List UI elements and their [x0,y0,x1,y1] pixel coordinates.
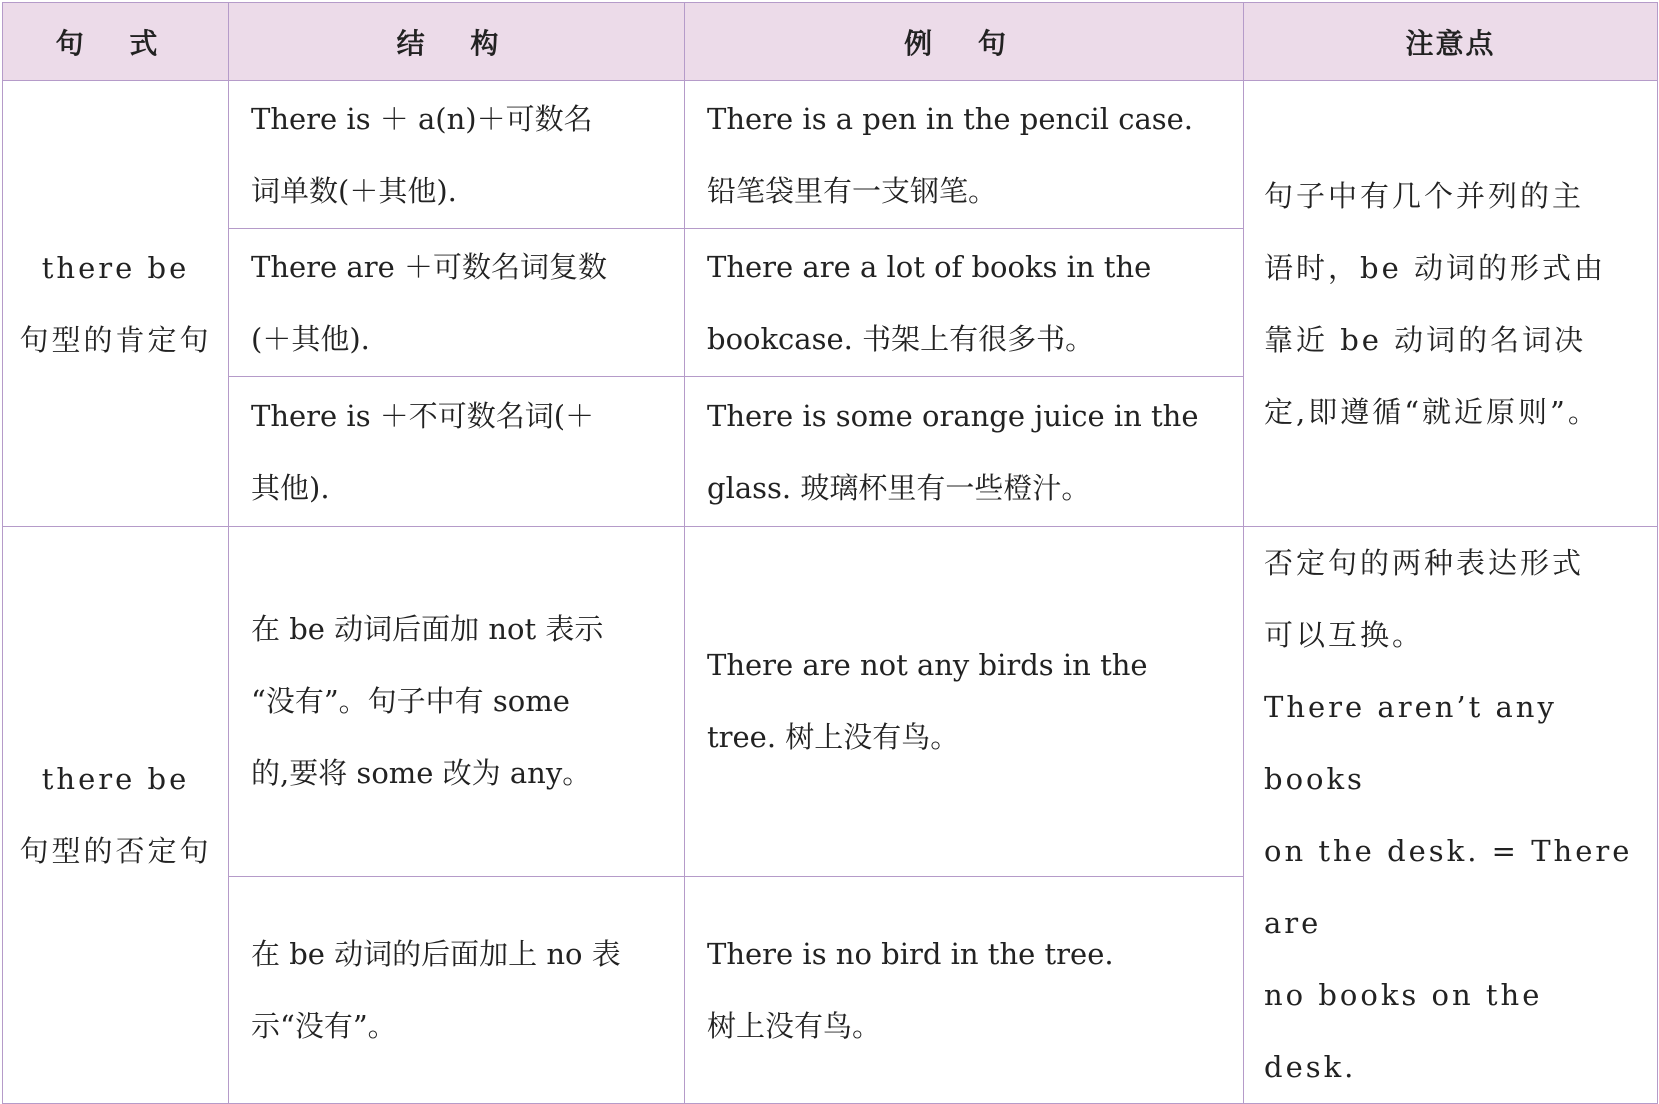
example-cell [685,527,1244,877]
example-line: 铅笔袋里有一支钢笔。 [707,173,998,208]
there-be-grammar-table [2,2,1658,1104]
table-row [3,527,1658,877]
example-line: There are a lot of books in the [707,249,1152,284]
structure-line: 的,要将 some 改为 any。 [251,756,592,791]
example-line: bookcase. 书架上有很多书。 [707,321,1095,356]
example-line: There is some orange juice in the [707,398,1199,433]
structure-line: There is ＋不可数名词(＋ [251,398,595,433]
structure-cell [229,81,685,229]
structure-line: 词单数(＋其他). [251,173,457,208]
negative-pattern-line2: 句型的否定句 [19,834,212,868]
header-notes: 注意点 [1244,3,1658,81]
structure-cell [229,229,685,377]
affirmative-pattern-cell [3,81,229,527]
structure-line: “没有”。句子中有 some [251,684,570,719]
note-line: on the desk. = There are [1264,834,1633,940]
structure-line: (＋其他). [251,321,370,356]
example-line: tree. 树上没有鸟。 [707,720,960,755]
example-cell [685,81,1244,229]
structure-cell [229,527,685,877]
negative-pattern-cell [3,527,229,1104]
structure-line: 在 be 动词后面加 not 表示 [251,612,604,647]
affirmative-note-cell [1244,81,1658,527]
affirmative-pattern-line1: there be [41,250,190,285]
example-cell [685,377,1244,527]
example-line: There is no bird in the tree. [707,936,1114,971]
structure-cell [229,377,685,527]
header-structure: 结 构 [229,3,685,81]
note-line: 可以互换。 [1264,618,1425,652]
example-line: There is a pen in the pencil case. [707,101,1194,136]
example-cell [685,876,1244,1103]
structure-cell [229,876,685,1103]
structure-line: 示“没有”。 [251,1008,397,1043]
header-sentence-pattern: 句 式 [3,3,229,81]
note-line: no books on the desk. [1264,978,1543,1084]
note-line: 语时，be 动词的形式由 [1264,250,1606,285]
structure-line: 在 be 动词的后面加上 no 表 [251,936,621,971]
note-line: 句子中有几个并列的主 [1264,178,1585,213]
header-example: 例 句 [685,3,1244,81]
table-row [3,81,1658,229]
negative-note-cell [1244,527,1658,1104]
note-line: 靠近 be 动词的名词决 [1264,322,1587,357]
example-cell [685,229,1244,377]
example-line: glass. 玻璃杯里有一些橙汁。 [707,470,1091,505]
note-line: 定,即遵循“就近原则”。 [1264,394,1600,429]
example-line: 树上没有鸟。 [707,1008,882,1043]
negative-pattern-line1: there be [41,762,190,796]
table-header-row [3,3,1658,81]
structure-line: 其他). [251,470,330,505]
note-line: There aren’t any books [1264,690,1557,796]
note-line: 否定句的两种表达形式 [1264,546,1585,580]
structure-line: There are ＋可数名词复数 [251,249,607,284]
structure-line: There is ＋ a(n)＋可数名 [251,101,593,136]
example-line: There are not any birds in the [707,648,1148,683]
affirmative-pattern-line2: 句型的肯定句 [19,322,212,357]
